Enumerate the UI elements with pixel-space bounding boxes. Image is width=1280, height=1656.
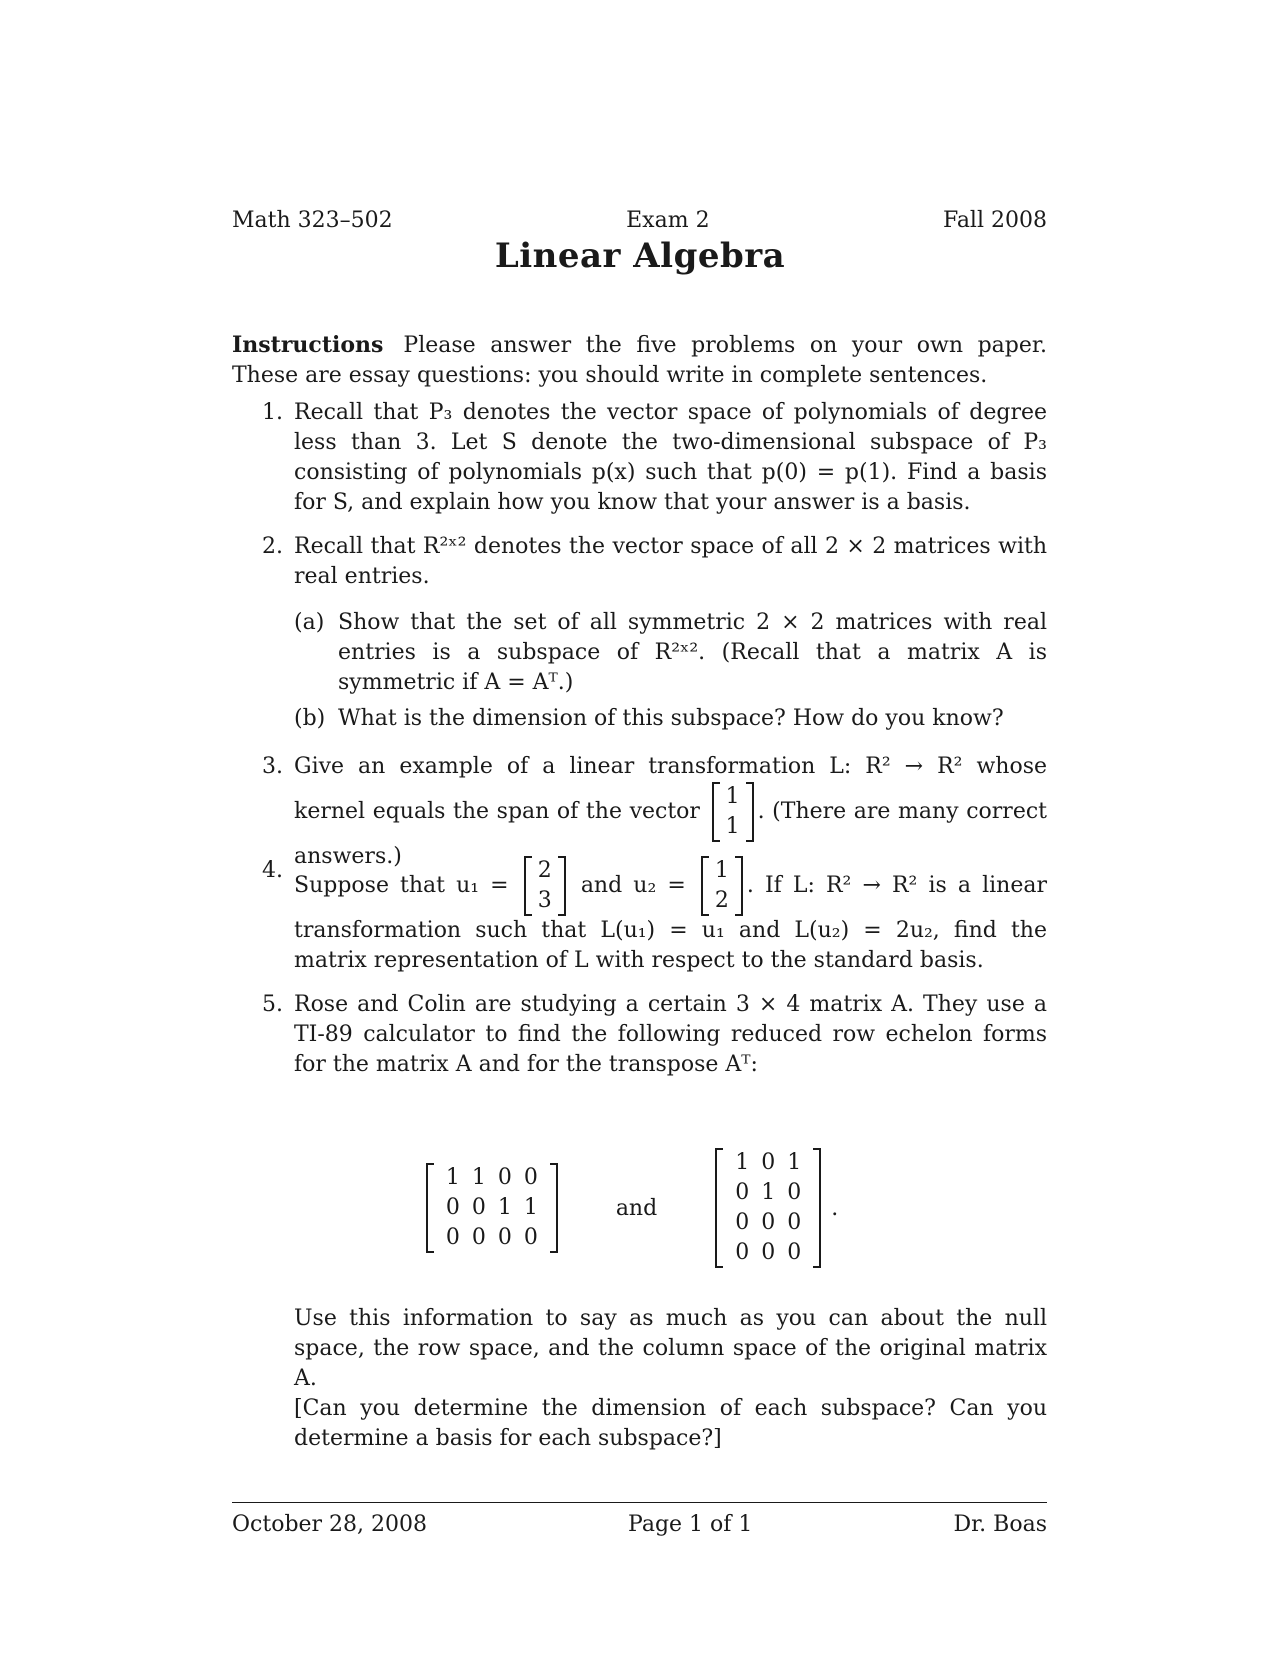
vector-u1 <box>524 856 566 916</box>
matrix-entry: 0 <box>471 1195 486 1220</box>
matrix-entry: 0 <box>523 1165 538 1190</box>
problem-2a <box>294 608 1047 698</box>
footer-date: October 28, 2008 <box>232 1512 428 1537</box>
matrix-entry: 0 <box>471 1225 486 1250</box>
end-punctuation: . <box>831 1195 839 1221</box>
instructions-label: Instructions <box>232 332 384 358</box>
matrix-entry: 0 <box>761 1150 776 1175</box>
problem-2 <box>262 532 1047 592</box>
matrix-entry: 0 <box>735 1180 750 1205</box>
problem-5 <box>262 990 1047 1080</box>
rref-matrix-a <box>426 1163 558 1253</box>
part-label: (b) <box>294 706 326 731</box>
text-after-vector: . (There are many correct answers.) <box>294 799 1048 869</box>
matrix-entry: 1 <box>787 1150 802 1175</box>
rref-matrices <box>0 1148 1280 1268</box>
problem-number: 1. <box>262 400 283 425</box>
matrix-entry: 1 <box>445 1165 460 1190</box>
footer-rule <box>232 1502 1047 1503</box>
problem-text <box>294 856 1047 976</box>
part-label: (a) <box>294 610 325 635</box>
matrix-entry: 1 <box>761 1180 776 1205</box>
vector-entry: 1 <box>725 784 740 809</box>
matrix-entry: 1 <box>497 1195 512 1220</box>
vector-u2 <box>701 856 743 916</box>
matrix-entry: 0 <box>761 1240 776 1265</box>
course-label: Math 323–502 <box>232 208 393 233</box>
problem-text: Recall that R²ˣ² denotes the vector space of all 2 × 2 matrices with real entries. <box>294 534 1047 589</box>
problem-4 <box>262 856 1047 976</box>
text-part: and u₂ = <box>580 873 686 898</box>
footer-page-number: Page 1 of 1 <box>628 1512 753 1537</box>
vector-entry: 2 <box>537 858 552 883</box>
text-before-vector: Give an example of a linear transformation L: R² → R² whose kernel equals the span of the vector <box>294 754 1047 824</box>
matrix-entry: 0 <box>445 1225 460 1250</box>
rref-matrix-at <box>715 1148 821 1268</box>
kernel-vector <box>712 782 754 842</box>
problem-5-bracket-note: [Can you determine the dimension of each subspace? Can you determine a basis for each subspace?] <box>294 1396 1047 1451</box>
and-label: and <box>615 1195 658 1221</box>
problem-2b <box>294 704 1047 734</box>
matrix-entry: 1 <box>471 1165 486 1190</box>
page-title: Linear Algebra <box>494 236 786 276</box>
matrix-entry: 1 <box>735 1150 750 1175</box>
problem-5-question: Use this information to say as much as you can about the null space, the row space, and the column space of the original matrix A. <box>294 1306 1047 1391</box>
matrix-entry: 0 <box>497 1165 512 1190</box>
exam-label: Exam 2 <box>626 208 710 233</box>
part-text: Show that the set of all symmetric 2 × 2 matrices with real entries is a subspace of R²ˣ². (Recall that a matrix A is symmetric if A = Aᵀ.) <box>338 610 1047 695</box>
footer-author: Dr. Boas <box>953 1512 1047 1537</box>
page-footer <box>232 1512 1047 1537</box>
problem-text: Recall that P₃ denotes the vector space of polynomials of degree less than 3. Let S denote the two-dimensional subspace of P₃ consisting of polynomials p(x) such that p(0) = p(1). Find a basis for S, and explain how you know that your answer is a basis. <box>294 400 1047 515</box>
matrix-entry: 0 <box>787 1210 802 1235</box>
text-part: Suppose that u₁ = <box>294 873 509 898</box>
term-label: Fall 2008 <box>943 208 1047 233</box>
matrix-entry: 0 <box>523 1225 538 1250</box>
problem-5-followup <box>294 1304 1047 1454</box>
matrix-entry: 0 <box>497 1225 512 1250</box>
matrix-entry: 0 <box>445 1195 460 1220</box>
problem-number: 5. <box>262 992 283 1017</box>
instructions <box>232 330 1047 391</box>
part-text: What is the dimension of this subspace? How do you know? <box>338 706 1004 731</box>
text-part: . If L: R² → R² is a linear transformation such that L(u₁) = u₁ and L(u₂) = 2u₂, find the matrix representation of L with respect to the standard basis. <box>294 873 1047 973</box>
matrix-entry: 0 <box>735 1210 750 1235</box>
instructions-text: Please answer the five problems on your own paper. These are essay questions: you should write in complete sentences. <box>232 333 1047 388</box>
matrix-entry: 0 <box>787 1180 802 1205</box>
problem-number: 2. <box>262 534 283 559</box>
problem-3 <box>262 752 1047 872</box>
matrix-entry: 0 <box>787 1240 802 1265</box>
problem-text: Rose and Colin are studying a certain 3 × 4 matrix A. They use a TI-89 calculator to find the following reduced row echelon forms for the matrix A and for the transpose Aᵀ: <box>294 992 1047 1077</box>
matrix-entry: 1 <box>523 1195 538 1220</box>
page-header <box>232 208 1047 233</box>
problem-number: 4. <box>262 858 283 883</box>
problem-text <box>294 752 1047 872</box>
matrix-entry: 0 <box>735 1240 750 1265</box>
problem-number: 3. <box>262 754 283 779</box>
vector-entry: 2 <box>714 888 729 913</box>
vector-entry: 1 <box>725 814 740 839</box>
vector-entry: 3 <box>537 888 552 913</box>
matrix-entry: 0 <box>761 1210 776 1235</box>
problem-1 <box>262 398 1047 518</box>
vector-entry: 1 <box>714 858 729 883</box>
